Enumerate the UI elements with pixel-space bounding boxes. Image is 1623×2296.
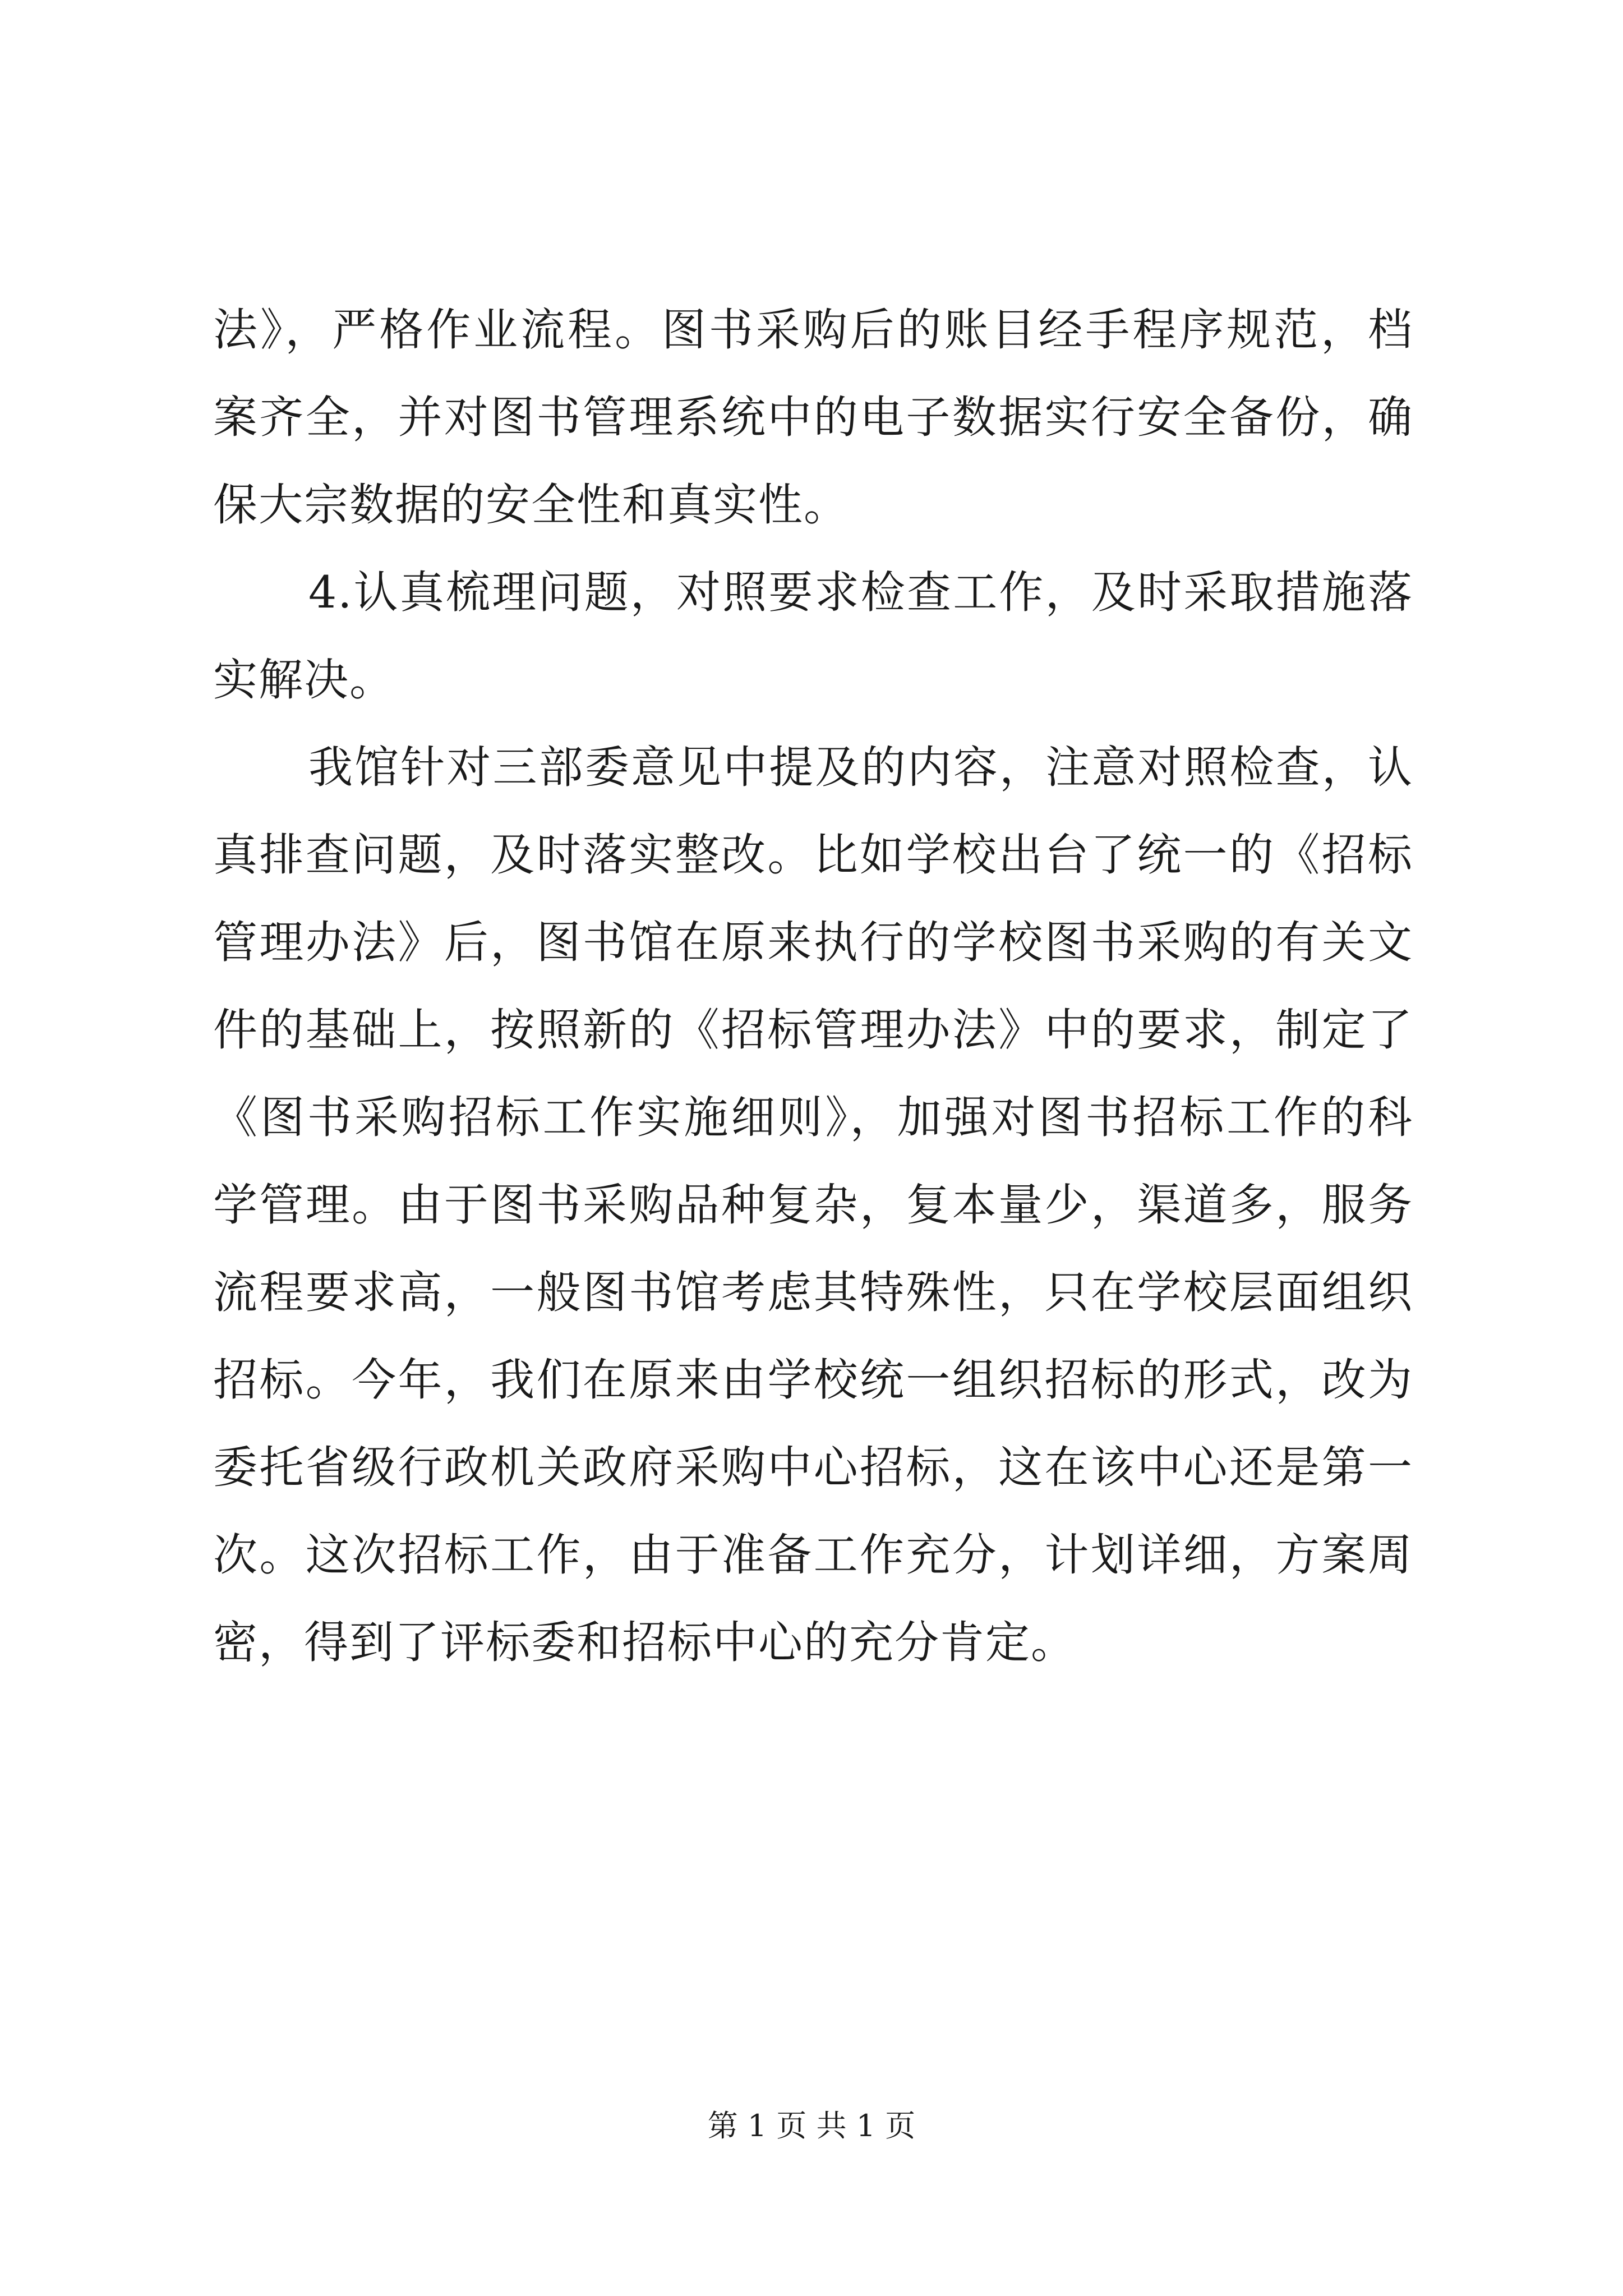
- paragraph-continued: 法》，严格作业流程。图书采购后的账目经手程序规范，档案齐全，并对图书管理系统中的电子数据实行安全备份，确保大宗数据的安全性和真实性。: [213, 304, 1413, 531]
- page-footer: 第 1 页 共 1 页: [707, 2108, 916, 2143]
- paragraph-main: 我馆针对三部委意见中提及的内容，注意对照检查，认真排查问题，及时落实整改。比如学校出台了统一的《招标管理办法》后，图书馆在原来执行的学校图书采购的有关文件的基础上，按照新的《招标管理办法》中的要求，制定了《图书采购招标工作实施细则》，加强对图书招标工作的科学管理。由于图书采购品种复杂，复本量少，渠道多，服务流程要求高，一般图书馆考虑其特殊性，只在学校层面组织招标。今年，我们在原来由学校统一组织招标的形式，改为委托省级行政机关政府采购中心招标，这在该中心还是第一次。这次招标工作，由于准备工作充分，计划详细，方案周密，得到了评标委和招标中心的充分肯定。: [213, 742, 1413, 1668]
- document-body: [213, 286, 1413, 1686]
- paragraph-item-4: 4.认真梳理问题，对照要求检查工作，及时采取措施落实解决。: [213, 567, 1413, 706]
